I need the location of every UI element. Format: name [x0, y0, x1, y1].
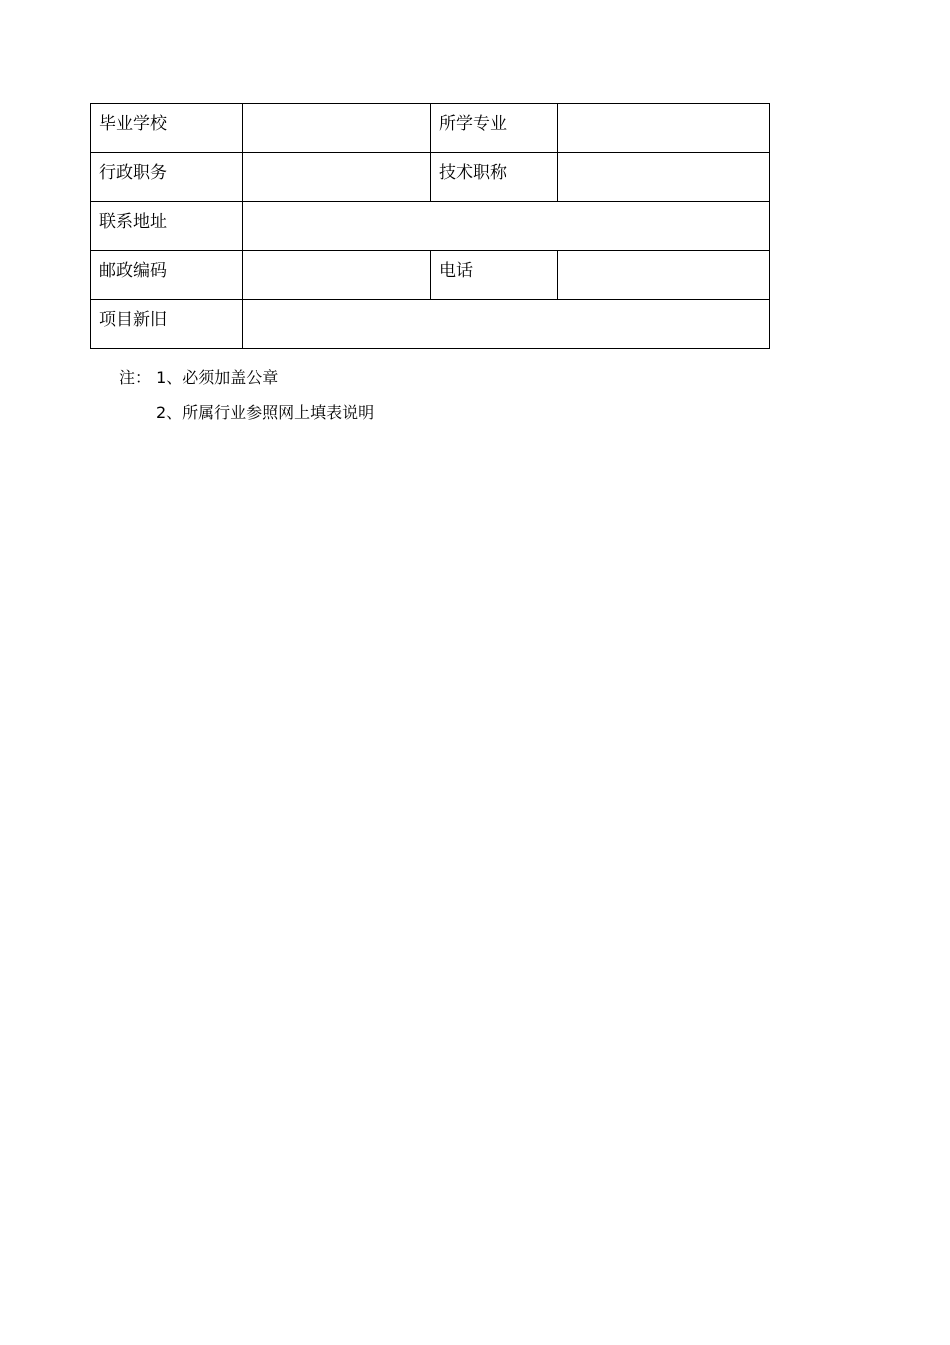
- info-form-table: [90, 103, 770, 349]
- project-status-label: 项目新旧: [91, 300, 243, 349]
- admin-position-label: 行政职务: [91, 153, 243, 202]
- table-row: [91, 202, 770, 251]
- table-row: [91, 251, 770, 300]
- admin-position-field[interactable]: [243, 153, 431, 202]
- postal-code-label: 邮政编码: [91, 251, 243, 300]
- table-row: [91, 153, 770, 202]
- note-line-2: 2、所属行业参照网上填表说明: [156, 403, 375, 422]
- graduate-school-label: 毕业学校: [91, 104, 243, 153]
- contact-address-label: 联系地址: [91, 202, 243, 251]
- phone-field[interactable]: [558, 251, 770, 300]
- postal-code-field[interactable]: [243, 251, 431, 300]
- project-status-field[interactable]: [243, 300, 770, 349]
- technical-title-label: 技术职称: [431, 153, 558, 202]
- major-field[interactable]: [558, 104, 770, 153]
- graduate-school-field[interactable]: [243, 104, 431, 153]
- major-label: 所学专业: [431, 104, 558, 153]
- note-line-1: 注： 1、必须加盖公章: [119, 368, 279, 387]
- contact-address-field[interactable]: [243, 202, 770, 251]
- table-row: [91, 104, 770, 153]
- phone-label: 电话: [431, 251, 558, 300]
- technical-title-field[interactable]: [558, 153, 770, 202]
- table-row: [91, 300, 770, 349]
